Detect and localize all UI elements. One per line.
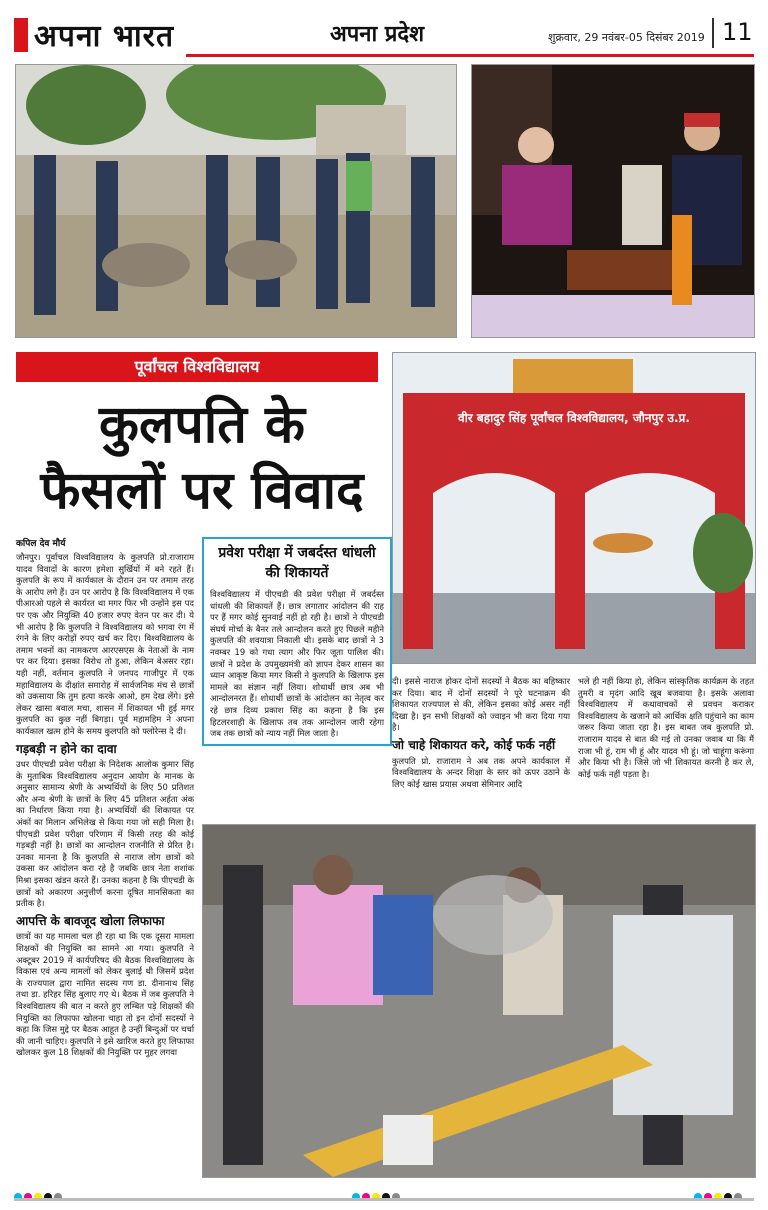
sidebar-box-title: प्रवेश परीक्षा में जबर्दस्त धांधली की शिकायतें: [218, 545, 376, 581]
photo-mock-funeral: [202, 824, 756, 1178]
story-kicker: पूर्वांचल विश्वविद्यालय: [16, 352, 378, 382]
gate-signboard: वीर बहादुर सिंह पूर्वांचल विश्वविद्यालय, जौनपुर उ.प्र.: [458, 411, 690, 425]
photo-university-gate: [392, 352, 756, 664]
subhead-complaint: जो चाहे शिकायत करे, कोई फर्क नहीं: [392, 737, 556, 752]
subhead-envelope: आपत्ति के बावजूद खोला लिफाफा: [16, 913, 165, 928]
color-register-center: [352, 1186, 402, 1196]
paragraph-intro: जौनपुर। पूर्वांचल विश्वविद्यालय के कुलपति प्रो.राजाराम यादव विवादों के कारण हमेशा सुर्खियों में बने रहते हैं। कुलपति के रूप में कार्यकाल के दौरान उन पर तमाम तरह के आरोप लगे हैं। उन पर आरोप है कि विश्वविद्यालय में एक पीआरओ पहले से कार्यरत था मगर फिर भी उन्होंने इस पद पर एक और नियुक्ति 40 हजार रुपए वेतन पर कर दी। ये भी आरोप है कि कुलपति ने विश्वविद्यालय को भगवा रंग में रंगने के लिए करोड़ों रुपए खर्च कर दिए। विश्वविद्यालय के तमाम भवनों का नामकरण आरएसएस के नेताओं के नाम पर कर दिया। इसका विरोध तो हुआ, लेकिन बेअसर रहा। यही नहीं, वर्तमान कुलपति ने जनपद गाजीपुर में एक महाविद्यालय के दीक्षांत समारोह में सार्वजनिक मंच से छात्रों को उकसाया कि तुम हत्या करके आओ, हम देख लेंगे। इसे लेकर खासा बवाल मचा, शासन में शिकायत भी हुई मगर कुलपति का कुछ नहीं बिगड़ा। पूर्व महामहिम ने अपना कार्यकाल खत्म होने के समय कुलपति को फ्लोरेन्स दे दी।: [16, 552, 194, 736]
page-number-divider: [712, 18, 714, 48]
page-number: 11: [722, 18, 753, 46]
story-headline: [16, 392, 388, 524]
photo-donkey-protest: [15, 64, 457, 338]
footer-rule: [14, 1198, 754, 1201]
paragraph-col3-top: दी। इससे नाराज होकर दोनों सदस्यों ने बैठक का बहिष्कार कर दिया। बाद में दोनों सदस्यों ने पूरे घटनाक्रम की शिकायत राज्यपाल से की, लेकिन इसका कोई असर नहीं दिखा है। इन सभी शिक्षकों को ज्वाइन भी करा दिया गया है।: [392, 676, 570, 733]
masthead-red-block: [14, 18, 28, 52]
story-column-1: [16, 552, 194, 1059]
sidebar-box: [202, 537, 392, 746]
headline-line-1: कुलपति के: [99, 394, 305, 455]
paragraph-col3-bottom: कुलपति प्रो. राजाराम ने अब तक अपने कार्यकाल में विश्वविद्यालय के अन्दर शिक्षा के स्तर को ऊपर उठाने के लिए कोई खास प्रयास अथवा सेमिनार आदि: [392, 755, 570, 789]
issue-date: शुक्रवार, 29 नवंबर-05 दिसंबर 2019: [548, 31, 705, 44]
paragraph-envelope: छात्रों का यह मामला चल ही रहा था कि एक दूसरा मामला शिक्षकों की नियुक्ति का सामने आ गया। कुलपति ने अक्टूबर 2019 में कार्यपरिषद की बैठक विश्वविद्यालय के विकास एवं अन्य मामलों को लेकर बुलाई थी जिसमें प्रदेश के राज्यपाल द्वारा नामित सदस्य गण डा. दीनानाथ सिंह तथा डा. हरिहर सिंह बुलाए गए थे। बैठक में जब कुलपति ने विश्वविद्यालय की बात न करते हुए लम्बित पड़े शिक्षकों की नियुक्ति का लिफाफा खोलना चाहा तो इन दोनों सदस्यों ने कहा कि जिस मुद्दे पर बैठक आहूत है उन्हीं बिन्दुओं पर चर्चा की जानी चाहिए। कुलपति ने इसे खारिज करते हुए लिफाफा खोलकर कुल 18 शिक्षकों की नियुक्ति पर मुहर लगवा: [16, 931, 194, 1058]
sidebar-box-text: विश्वविद्यालय में पीएचडी की प्रवेश परीक्षा में जबर्दस्त धांधली की शिकायतें हैं। छात्र लगातार आंदोलन की राह पर हैं मगर कोई सुनवाई नहीं हो रही है। छात्रों ने पीएचडी संघर्ष मोर्चा के बैनर तले आन्दोलन करते हुए पिछले महीने कुलपति की शवयात्रा निकाली थी। इसके बाद छात्रों ने 3 नवम्बर 19 को गधा त्याग और फिर जूता पालिश की। छात्रों ने प्रदेश के उपमुख्यमंत्री को ज्ञापन देकर शासन का ध्यान आकृष्ट किया मगर किसी ने कुलपति के खिलाफ इस मामले का संज्ञान नहीं लिया। शोधार्थी छात्र अब भी आन्दोलनरत हैं। शोधार्थी छात्रों के आंदोलन का नेतृत्व कर रहे छात्र दिव्य प्रकाश सिंह का कहना है कि इस हिटलरशाही के खिलाफ तब तक आन्दोलन जारी रहेगा जब तक छात्रों को न्याय नहीं मिल जाता है।: [210, 589, 384, 739]
masthead-rule: [186, 54, 754, 57]
newspaper-brand: अपना भारत: [34, 19, 175, 54]
byline: कपिल देव मौर्य: [16, 539, 66, 549]
subhead-claim: गड़बड़ी न होने का दावा: [16, 741, 117, 756]
section-title: अपना प्रदेश: [330, 22, 425, 47]
headline-line-2: फैसलों पर विवाद: [40, 460, 364, 521]
photo-music-performance: [471, 64, 755, 338]
story-column-3: [392, 676, 570, 790]
color-register-right: [694, 1186, 744, 1196]
color-register-left: [14, 1186, 64, 1196]
paragraph-claim: उधर पीएचडी प्रवेश परीक्षा के निदेशक आलोक कुमार सिंह के मुताबिक विश्वविद्यालय अनुदान आयोग के मानक के अनुसार सामान्य श्रेणी के अभ्यर्थियों के लिए 50 प्रतिशत और अन्य श्रेणी के छात्रों के लिए 45 प्रतिशत अर्हता अंक का निर्धारण किया गया है। अभ्यर्थियों की शिकायत पर अंकों का मिलान अभिलेख से किया गया जो सही मिला है। पीएचडी प्रवेश परीक्षा परिणाम में किसी तरह की कोई गड़बड़ी नहीं है। छात्रों का आन्दोलन राजनीति से प्रेरित है। उनका मानना है कि कुलपति से नाराज लोग छात्रों को उकसा कर आंदोलन करा रहे है जबकि छात्र नेता शशांक मिश्रा इसका खंडन करते हैं। उनका कहना है कि पीएचडी के छात्रों को अकारण अनुत्तीर्ण करना दूषित मानसिकता का प्रतीक है।: [16, 759, 194, 909]
story-column-4: भले ही नहीं किया हो, लेकिन सांस्कृतिक कार्यक्रम के तहत तुमरी व मृदंग आदि खूब बजवाया है। इसके अलावा विश्वविद्यालय में कथावाचकों से प्रवचन कराकर विश्वविद्यालय के खजाने को आर्थिक क्षति पहुंचाने का काम जरूर किया जाता रहा है। इस बाबत जब कुलपति प्रो. राजाराम यादव से बात की गई तो उनका जवाब था कि मैं राजा भी हूं, राम भी हूं और यादव भी हूं। जो चाहूंगा करूंगा और किया भी है। जिसे जो भी शिकायत करनी है कर ले, कोई फर्क नहीं पड़ता है।: [578, 676, 754, 779]
